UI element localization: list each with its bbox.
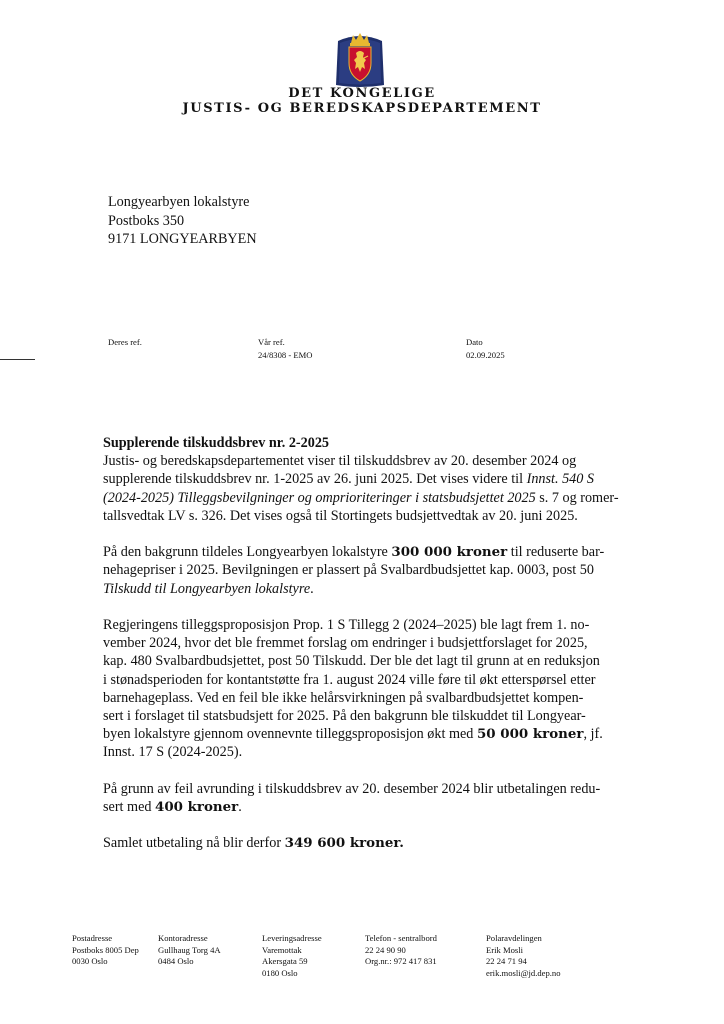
p2-line-1-text: På den bakgrunn tildeles Longyearbyen lokalstyre (103, 544, 392, 561)
p3-line-8: Innst. 17 S (2024-2025). (103, 744, 243, 761)
footer-office-heading: Kontoradresse (158, 933, 208, 943)
p4-line-2-end: . (238, 799, 242, 816)
p1-line-1: Justis- og beredskapsdepartementet viser til tilskuddsbrev av 20. desember 2024 og (103, 453, 577, 470)
paragraph-4 (103, 780, 651, 816)
p3-line-1: Regjeringens tilleggsproposisjon Prop. 1 S Tillegg 2 (2024–2025) ble lagt frem 1. no- (103, 617, 590, 633)
our-reference-label: Vår ref. (258, 337, 285, 347)
footer-phone-number: 22 24 90 90 (365, 944, 406, 955)
p1-line-2-text: supplerende tilskuddsbrev nr. 1-2025 av 26. juni 2025. Det vises videre til (103, 471, 527, 488)
our-reference-value: 24/8308 - EMO (258, 349, 313, 360)
footer-postal-heading: Postadresse (72, 933, 113, 943)
p3-line-6: sert i forslaget til statsbudsjett for 2025. På den bakgrunn ble tilskuddet til Longyear- (103, 708, 586, 725)
fold-mark (0, 359, 35, 360)
p1-line-3-text: s. 7 og romer- (535, 489, 619, 506)
p1-line-2 (103, 470, 651, 488)
footer-delivery-heading: Leveringsadresse (262, 933, 322, 943)
recipient-address-line-1: Postboks 350 (108, 212, 185, 229)
date-value: 02.09.2025 (466, 349, 505, 360)
recipient-address-line-2: 9171 LONGYEARBYEN (108, 231, 257, 247)
p1-line-3-italic: (2024-2025) Tilleggsbevilgninger og omprioriteringer i statsbudsjettet 2025 (103, 489, 536, 506)
footer-phone (365, 933, 437, 968)
p3-line-7-text: byen lokalstyre gjennom ovennevnte tilleggsproposisjon økt med (103, 726, 477, 743)
recipient-name: Longyearbyen lokalstyre (108, 194, 250, 210)
footer-office-address (158, 933, 221, 968)
p2-line-3-italic: Tilskudd til Longyearbyen lokalstyre (103, 580, 311, 597)
ministry-line-1: DET KONGELIGE (288, 86, 436, 101)
your-reference (108, 336, 142, 349)
p3-line-2: vember 2024, hvor det ble fremmet forslag om endringer i budsjettforslaget for 2025, (103, 635, 588, 652)
p3-line-7 (103, 725, 651, 743)
p3-line-3: kap. 480 Svalbardbudsjettet, post 50 Tilskudd. Der ble det lagt til grunn at en reduksjon (103, 653, 600, 670)
norwegian-coat-of-arms-icon (334, 29, 386, 89)
p4-line-1: På grunn av feil avrunding i tilskuddsbrev av 20. desember 2024 blir utbetalingen redu- (103, 780, 601, 797)
our-reference (258, 336, 312, 361)
reduction-amount: 400 kroner (155, 799, 239, 816)
footer-department: Polaravdelingen (486, 933, 542, 943)
p1-line-4: tallsvedtak LV s. 326. Det vises også til Stortingets budsjettvedtak av 20. juni 2025. (103, 507, 578, 524)
ministry-line-2: JUSTIS- OG BEREDSKAPSDEPARTEMENT (182, 101, 542, 116)
date-label: Dato (466, 337, 483, 347)
letter-body (103, 434, 651, 871)
footer-postal-address (72, 933, 139, 968)
letter-subject: Supplerende tilskuddsbrev nr. 2-2025 (103, 435, 330, 451)
footer-delivery-line-3: 0180 Oslo (262, 967, 298, 978)
paragraph-3 (103, 616, 651, 762)
p3-line-4: i stønadsperioden for kontantstøtte fra 1. august 2024 ville føre til økt etterspørsel etter (103, 671, 596, 688)
p4-line-2 (103, 798, 651, 816)
footer-contact (486, 933, 561, 979)
footer-org-number: Org.nr.: 972 417 831 (365, 956, 437, 967)
footer-delivery-line-2: Akersgata 59 (262, 956, 308, 967)
p3-line-7-end: , jf. (583, 726, 603, 743)
p2-line-3 (103, 580, 651, 598)
increase-amount: 50 000 kroner (476, 726, 584, 743)
paragraph-5 (103, 834, 651, 852)
footer-phone-heading: Telefon - sentralbord (365, 933, 437, 943)
p2-line-1-end: til reduserte bar- (507, 544, 605, 561)
p3-line-5: barnehageplass. Ved en feil ble ikke helårsvirkningen på svalbardbudsjettet kompen- (103, 689, 584, 706)
footer-delivery-line-1: Varemottak (262, 944, 302, 955)
footer-postal-line-1: Postboks 8005 Dep (72, 944, 139, 955)
p2-line-2: nehagepriser i 2025. Bevilgningen er plassert på Svalbardbudsjettet kap. 0003, post 50 (103, 562, 594, 579)
footer-postal-line-2: 0030 Oslo (72, 956, 108, 967)
footer-contact-phone: 22 24 71 94 (486, 956, 527, 967)
paragraph-2 (103, 543, 651, 598)
p2-line-3-end: . (310, 580, 314, 597)
footer-contact-email[interactable]: erik.mosli@jd.dep.no (486, 967, 561, 978)
p5-text: Samlet utbetaling nå blir derfor (103, 835, 285, 852)
recipient-address (108, 193, 257, 249)
footer-delivery-address (262, 933, 322, 979)
p2-line-1 (103, 543, 651, 561)
your-reference-label: Deres ref. (108, 337, 142, 347)
grant-amount: 300 000 kroner (391, 544, 508, 561)
total-amount: 349 600 kroner. (284, 835, 404, 852)
footer-contact-name: Erik Mosli (486, 944, 524, 955)
p4-line-2-text: sert med (103, 799, 156, 816)
p1-line-3 (103, 489, 651, 507)
paragraph-1 (103, 434, 651, 525)
footer-office-line-1: Gullhaug Torg 4A (158, 944, 221, 955)
footer-office-line-2: 0484 Oslo (158, 956, 194, 967)
p1-line-2-italic: Innst. 540 S (526, 471, 594, 488)
p5-line-1 (103, 834, 651, 852)
date (466, 336, 505, 361)
